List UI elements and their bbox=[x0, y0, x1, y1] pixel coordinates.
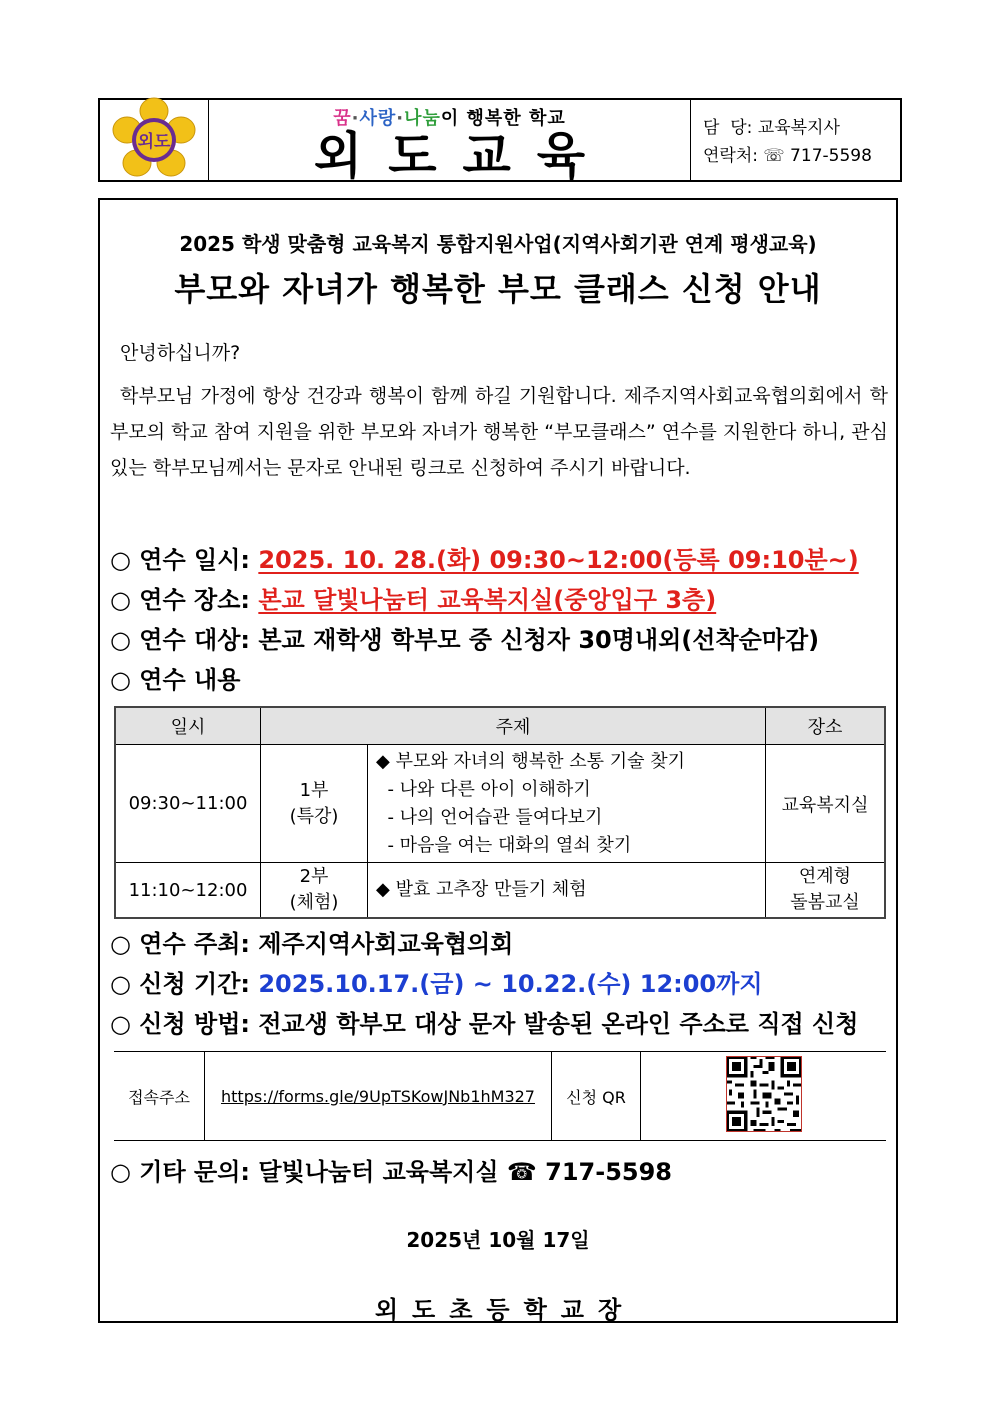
item-content bbox=[110, 660, 240, 695]
registration-link[interactable]: https://forms.gle/9UpTSKowJNb1hM327 bbox=[221, 1086, 535, 1106]
item-label: ○ 연수 주최: bbox=[110, 930, 259, 958]
part-type: (특강) bbox=[289, 805, 339, 827]
item-label: ○ 연수 대상: bbox=[110, 626, 259, 654]
item-value: 달빛나눔터 교육복지실 ☎ 717-5598 bbox=[258, 1158, 672, 1186]
school-emblem-icon bbox=[111, 97, 197, 183]
part-type: (체험) bbox=[289, 892, 339, 913]
item-label: ○ 신청 방법: bbox=[110, 1010, 259, 1038]
access-table bbox=[114, 1051, 886, 1141]
topic-line: ◆ 부모와 자녀의 행복한 소통 기술 찾기 bbox=[376, 750, 685, 772]
item-host bbox=[110, 924, 513, 959]
item-label: ○ 연수 내용 bbox=[110, 666, 241, 694]
notice-title: 부모와 자녀가 행복한 부모 클래스 신청 안내 bbox=[174, 270, 822, 308]
schedule-table bbox=[114, 706, 886, 919]
part-number: 1부 bbox=[299, 779, 329, 801]
item-date bbox=[110, 540, 859, 575]
item-label: ○ 기타 문의: bbox=[110, 1158, 259, 1186]
cell-place: 교육복지실 bbox=[766, 745, 886, 863]
contact-info bbox=[691, 100, 900, 180]
slogan-word-share: 나눔 bbox=[404, 108, 441, 129]
issue-date: 2025년 10월 17일 bbox=[406, 1228, 590, 1252]
item-value: 본교 재학생 학부모 중 신청자 30명내외(선착순마감) bbox=[258, 626, 820, 654]
cell-topics bbox=[368, 745, 766, 863]
col-header-time: 일시 bbox=[115, 707, 261, 745]
item-label: ○ 연수 일시: bbox=[110, 546, 259, 574]
topic-line: - 마음을 여는 대화의 열쇠 찾기 bbox=[376, 834, 632, 856]
item-period bbox=[110, 964, 763, 999]
table-row bbox=[115, 745, 885, 863]
slogan-word-dream: 꿈 bbox=[333, 108, 352, 129]
item-value: 제주지역사회교육협의회 bbox=[258, 930, 514, 958]
slogan-rest: 이 행복한 학교 bbox=[440, 108, 566, 129]
col-header-topic: 주제 bbox=[261, 707, 766, 745]
topic-line: ◆ 발효 고추장 만들기 체험 bbox=[376, 879, 587, 900]
item-method bbox=[110, 1004, 858, 1039]
table-row bbox=[115, 863, 885, 919]
notice-subtitle: 2025 학생 맞춤형 교육복지 통합지원사업(지역사회기관 연계 평생교육) bbox=[179, 232, 817, 256]
slogan-dot: · bbox=[396, 108, 405, 129]
cell-place bbox=[766, 863, 886, 919]
item-inquiry bbox=[110, 1152, 672, 1187]
topic-line: - 나와 다른 아이 이해하기 bbox=[376, 778, 591, 800]
item-value: 2025. 10. 28.(화) 09:30~12:00(등록 09:10분~) bbox=[258, 546, 859, 574]
item-value: 전교생 학부모 대상 문자 발송된 온라인 주소로 직접 신청 bbox=[258, 1010, 859, 1038]
logo-text: 외도 bbox=[137, 132, 171, 152]
item-value: 본교 달빛나눔터 교육복지실(중앙입구 3층) bbox=[258, 586, 717, 614]
qr-label: 신청 QR bbox=[552, 1052, 641, 1141]
slogan-dot: · bbox=[351, 108, 360, 129]
school-header bbox=[98, 98, 902, 185]
header-center bbox=[209, 100, 691, 185]
greeting: 안녕하십니까? bbox=[120, 342, 241, 364]
access-label: 접속주소 bbox=[128, 1087, 190, 1107]
qr-cell bbox=[641, 1052, 887, 1141]
cell-time: 11:10~12:00 bbox=[115, 863, 261, 919]
item-place bbox=[110, 580, 716, 615]
notice-body bbox=[98, 198, 898, 1323]
intro-paragraph: 학부모님 가정에 항상 건강과 행복이 함께 하길 기원합니다. 제주지역사회교육협의회에서 학부모의 학교 참여 지원을 위한 부모와 자녀가 행복한 “부모클래스” 연수를 지원한다 하니, 관심 있는 학부모님께서는 문자로 안내된 링크로 신청하여 주시기 바랍니다. bbox=[110, 385, 888, 479]
cell-part bbox=[261, 745, 368, 863]
item-target bbox=[110, 620, 819, 655]
masthead-title: 외도교육 bbox=[313, 127, 612, 185]
cell-topics bbox=[368, 863, 766, 919]
contact-person: 담 당: 교육복지사 bbox=[703, 118, 840, 138]
item-label: ○ 연수 장소: bbox=[110, 586, 259, 614]
item-value: 2025.10.17.(금) ~ 10.22.(수) 12:00까지 bbox=[258, 970, 763, 998]
item-label: ○ 신청 기간: bbox=[110, 970, 259, 998]
cell-part bbox=[261, 863, 368, 919]
part-number: 2부 bbox=[299, 866, 329, 887]
cell-time: 09:30~11:00 bbox=[115, 745, 261, 863]
place-line: 돌봄교실 bbox=[790, 892, 860, 913]
qr-code-icon[interactable] bbox=[726, 1056, 802, 1132]
access-url-cell bbox=[205, 1052, 552, 1141]
school-logo-cell bbox=[100, 100, 209, 180]
principal-signature: 외도초등학교장 bbox=[374, 1296, 636, 1324]
topic-line: - 나의 언어습관 들여다보기 bbox=[376, 806, 603, 828]
place-line: 연계형 bbox=[798, 866, 852, 887]
col-header-place: 장소 bbox=[766, 707, 886, 745]
slogan-word-love: 사랑 bbox=[359, 108, 397, 129]
contact-phone: 연락처: ☏ 717-5598 bbox=[703, 146, 872, 166]
